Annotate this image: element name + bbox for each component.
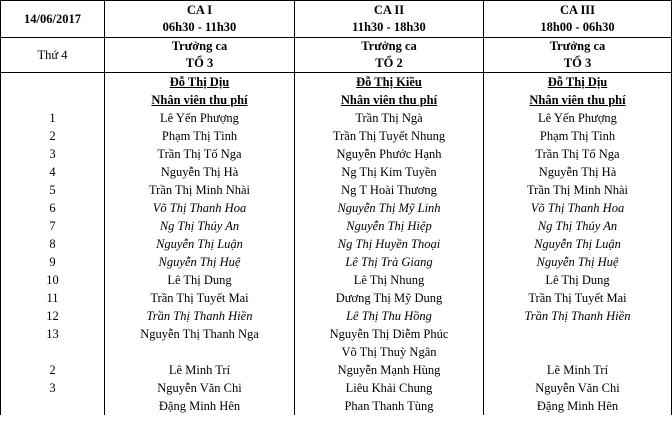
shift-3-team: TỔ 3	[563, 56, 592, 70]
table-row	[1, 181, 672, 199]
shift-2-staff-cell: Ng T Hoài Thương	[295, 181, 484, 199]
shift-3-staff-cell: Nguyễn Thị Luận	[484, 235, 672, 253]
table-row	[1, 253, 672, 271]
shift-1-staff-cell: Lê Minh Trí	[105, 361, 295, 379]
shift-2-staff-cell: Trần Thị Ngà	[295, 109, 484, 127]
shift-1-staff-cell: Trần Thị Tố Nga	[105, 145, 295, 163]
shift-1-staff-cell: Ng Thị Thúy An	[105, 217, 295, 235]
row-number-cell: 6	[1, 199, 105, 217]
shift-1-lead	[105, 38, 295, 73]
shift-2-staff-cell: Lê Thị Nhung	[295, 271, 484, 289]
shift-2-staff-cell: Trần Thị Tuyết Nhung	[295, 127, 484, 145]
shift-1-staff-cell: Phạm Thị Tình	[105, 127, 295, 145]
table-row	[1, 343, 672, 361]
staff-label-row	[1, 91, 672, 109]
table-row	[1, 199, 672, 217]
shift-2-header	[295, 1, 484, 38]
staff-label-empty	[1, 91, 105, 109]
shift-2-staff-cell: Ng Thị Huyền Thoại	[295, 235, 484, 253]
table-row	[1, 109, 672, 127]
shift-1-staff-cell: Võ Thị Thanh Hoa	[105, 199, 295, 217]
shift-1-staff-cell: Trần Thị Thanh Hiền	[105, 307, 295, 325]
shift-2-staff-cell: Nguyễn Mạnh Hùng	[295, 361, 484, 379]
row-number-cell	[1, 343, 105, 361]
shift-2-lead-name: Đỗ Thị Kiều	[295, 73, 484, 92]
table-row	[1, 127, 672, 145]
shift-2-staff-cell: Lê Thị Thu Hồng	[295, 307, 484, 325]
shift-2-staff-cell: Nguyễn Thị Diễm Phúc	[295, 325, 484, 343]
table-row	[1, 163, 672, 181]
shift-3-time: 18h00 - 06h30	[540, 20, 615, 34]
table-row	[1, 361, 672, 379]
lead-name-row	[1, 73, 672, 92]
shift-1-staff-cell: Đặng Minh Hên	[105, 397, 295, 415]
shift-2-staff-cell: Nguyễn Thị Mỹ Linh	[295, 199, 484, 217]
row-number-cell: 4	[1, 163, 105, 181]
date-cell: 14/06/2017	[1, 1, 105, 38]
shift-2-lead-label: Trưởng ca	[361, 39, 417, 53]
table-row	[1, 271, 672, 289]
table-row	[1, 145, 672, 163]
row-number-cell: 2	[1, 361, 105, 379]
shift-3-staff-cell: Trần Thị Minh Nhài	[484, 181, 672, 199]
table-row	[1, 217, 672, 235]
shift-1-team: TỔ 3	[185, 56, 214, 70]
shift-1-staff-label: Nhân viên thu phí	[105, 91, 295, 109]
row-number-cell	[1, 397, 105, 415]
shift-1-staff-cell: Lê Thị Dung	[105, 271, 295, 289]
table-row	[1, 235, 672, 253]
shift-3-header	[484, 1, 672, 38]
shift-3-staff-cell: Lê Yến Phượng	[484, 109, 672, 127]
shift-3-staff-cell: Trần Thị Tuyết Mai	[484, 289, 672, 307]
shift-2-staff-cell: Lê Thị Trà Giang	[295, 253, 484, 271]
shift-1-staff-cell: Trần Thị Minh Nhài	[105, 181, 295, 199]
row-number-cell: 11	[1, 289, 105, 307]
shift-1-staff-cell: Nguyễn Thị Luận	[105, 235, 295, 253]
shift-3-staff-cell	[484, 325, 672, 343]
row-number-cell: 3	[1, 379, 105, 397]
shift-2-staff-cell: Nguyễn Thị Hiệp	[295, 217, 484, 235]
shift-3-staff-cell: Phạm Thị Tình	[484, 127, 672, 145]
table-row	[1, 289, 672, 307]
shift-2-name: CA II	[373, 3, 405, 17]
shift-1-staff-cell: Nguyễn Thị Huệ	[105, 253, 295, 271]
shift-3-staff-cell	[484, 343, 672, 361]
row-number-cell: 8	[1, 235, 105, 253]
shift-2-staff-cell: Nguyễn Phước Hạnh	[295, 145, 484, 163]
shift-1-staff-cell: Trần Thị Tuyết Mai	[105, 289, 295, 307]
shift-3-staff-cell: Đặng Minh Hên	[484, 397, 672, 415]
row-number-cell: 5	[1, 181, 105, 199]
row-number-cell: 13	[1, 325, 105, 343]
row-number-cell: 12	[1, 307, 105, 325]
staff-rows	[1, 109, 672, 415]
table-row	[1, 379, 672, 397]
shift-1-header	[105, 1, 295, 38]
table-row	[1, 325, 672, 343]
row-number-cell: 7	[1, 217, 105, 235]
shift-1-time: 06h30 - 11h30	[162, 20, 237, 34]
shift-1-staff-cell: Nguyễn Văn Chi	[105, 379, 295, 397]
shift-3-lead-label: Trưởng ca	[549, 39, 606, 53]
shift-3-lead	[484, 38, 672, 73]
shift-2-team: TỔ 2	[375, 56, 403, 70]
shift-3-staff-cell: Lê Minh Trí	[484, 361, 672, 379]
shift-3-staff-cell: Ng Thị Thúy An	[484, 217, 672, 235]
header-row-leads	[1, 38, 672, 73]
lead-name-empty	[1, 73, 105, 92]
header-row-shifts	[1, 1, 672, 38]
day-cell: Thứ 4	[1, 38, 105, 73]
shift-2-staff-label: Nhân viên thu phí	[295, 91, 484, 109]
shift-2-staff-cell: Dương Thị Mỹ Dung	[295, 289, 484, 307]
shift-3-staff-label: Nhân viên thu phí	[484, 91, 672, 109]
row-number-cell: 2	[1, 127, 105, 145]
shift-3-staff-cell: Nguyễn Văn Chi	[484, 379, 672, 397]
shift-2-staff-cell: Phan Thanh Tùng	[295, 397, 484, 415]
shift-1-staff-cell: Nguyễn Thị Hà	[105, 163, 295, 181]
shift-3-name: CA III	[559, 3, 596, 17]
shift-3-staff-cell: Lê Thị Dung	[484, 271, 672, 289]
shift-1-staff-cell: Lê Yến Phượng	[105, 109, 295, 127]
shift-1-lead-label: Trưởng ca	[171, 39, 228, 53]
table-row	[1, 397, 672, 415]
shift-1-name: CA I	[186, 3, 213, 17]
shift-3-staff-cell: Nguyễn Thị Huệ	[484, 253, 672, 271]
shift-2-lead	[295, 38, 484, 73]
row-number-cell: 10	[1, 271, 105, 289]
table-row	[1, 307, 672, 325]
shift-2-staff-cell: Ng Thị Kim Tuyền	[295, 163, 484, 181]
shift-3-staff-cell: Trần Thị Tố Nga	[484, 145, 672, 163]
row-number-cell: 9	[1, 253, 105, 271]
shift-3-lead-name: Đỗ Thị Dịu	[484, 73, 672, 92]
shift-2-staff-cell: Võ Thị Thuỳ Ngân	[295, 343, 484, 361]
row-number-cell: 3	[1, 145, 105, 163]
shift-2-staff-cell: Liêu Khải Chung	[295, 379, 484, 397]
row-number-cell: 1	[1, 109, 105, 127]
shift-1-staff-cell	[105, 343, 295, 361]
shift-1-lead-name: Đỗ Thị Dịu	[105, 73, 295, 92]
shift-3-staff-cell: Trần Thị Thanh Hiền	[484, 307, 672, 325]
shift-3-staff-cell: Võ Thị Thanh Hoa	[484, 199, 672, 217]
shift-2-time: 11h30 - 18h30	[352, 20, 426, 34]
shift-3-staff-cell: Nguyễn Thị Hà	[484, 163, 672, 181]
shift-1-staff-cell: Nguyễn Thị Thanh Nga	[105, 325, 295, 343]
